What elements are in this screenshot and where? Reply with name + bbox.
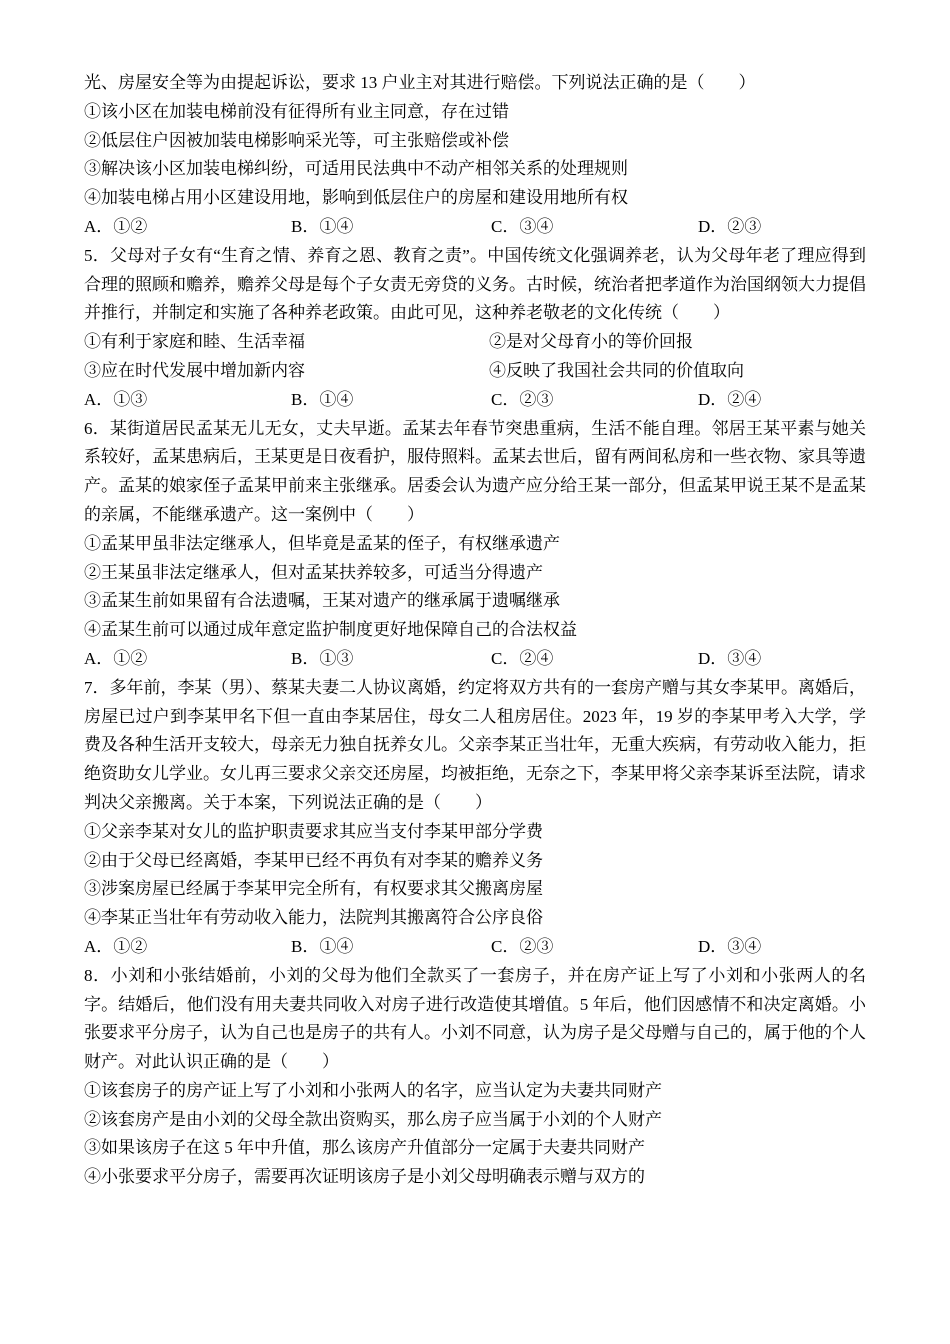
question-stem: 7．多年前，李某（男）、蔡某夫妻二人协议离婚，约定将双方共有的一套房产赠与其女李某甲。离婚后，房屋已过户到李某甲名下但一直由李某居住，母女二人租房居住。2023 年，19 岁的李某甲考入大学，学费及各种生活开支较大，母亲无力独自抚养女儿。父亲李某正当壮年，无重大疾病，有劳动收入能力，拒绝资助女儿学业。女儿再三要求父亲交还房屋，均被拒绝，无奈之下，李某甲将父亲李某诉至法院，请求判决父亲搬离。关于本案，下列说法正确的是（ ） [84,677,866,812]
answer-choice: D．②④ [698,389,762,409]
statement-item: ①父亲李某对女儿的监护职责要求其应当支付李某甲部分学费 [84,821,543,841]
statement-item: ④反映了我国社会共同的价值取向 [489,360,744,380]
statement-pair-row [84,357,866,386]
statement-item: ③如果该房子在这 5 年中升值，那么该房产升值部分一定属于夫妻共同财产 [84,1138,645,1158]
statement-item: ②是对父母育小的等价回报 [489,332,693,352]
answer-choice: D．③④ [698,936,762,956]
statement-item: ②由于父母已经离婚，李某甲已经不再负有对李某的赡养义务 [84,850,543,870]
answer-choice: D．②③ [698,216,762,236]
answer-choice: C．③④ [491,216,554,236]
statement-item: ③解决该小区加装电梯纠纷，可适用民法典中不动产相邻关系的处理规则 [84,159,628,179]
answer-choice: A．①② [84,936,148,956]
statement-item: ①该套房子的房产证上写了小刘和小张两人的名字，应当认定为夫妻共同财产 [84,1080,662,1100]
exam-page-content [84,69,866,1192]
statement-pair-row [84,328,866,357]
answer-choice: B．①④ [291,936,354,956]
answer-choice: D．③④ [698,648,762,668]
question-stem: 光、房屋安全等为由提起诉讼，要求 13 户业主对其进行赔偿。下列说法正确的是（ ） [84,73,756,92]
answer-choices-row [84,386,866,415]
answer-choices-row [84,645,866,674]
statement-item: ③孟某生前如果留有合法遗嘱，王某对遗产的继承属于遗嘱继承 [84,591,560,611]
answer-choice: B．①③ [291,648,354,668]
statement-item: ②王某虽非法定继承人，但对孟某扶养较多，可适当分得遗产 [84,562,543,582]
answer-choices-row [84,933,866,962]
statement-item: ④李某正当壮年有劳动收入能力，法院判其搬离符合公序良俗 [84,908,543,928]
statement-item: ③涉案房屋已经属于李某甲完全所有，有权要求其父搬离房屋 [84,879,543,899]
statement-item: ②低层住户因被加装电梯影响采光等，可主张赔偿或补偿 [84,130,509,150]
question-stem: 5．父母对子女有“生育之情、养育之恩、教育之责”。中国传统文化强调养老，认为父母年老了理应得到合理的照顾和赡养，赡养父母是每个子女责无旁贷的义务。古时候，统治者把孝道作为治国纲领大力提倡并推行，并制定和实施了各种养老政策。由此可见，这种养老敬老的文化传统（ ） [84,245,866,323]
question-stem: 6．某街道居民孟某无儿无女，丈夫早逝。孟某去年春节突患重病，生活不能自理。邻居王某平素与她关系较好，孟某患病后，王某更是日夜看护，服侍照料。孟某去世后，留有两间私房和一些衣物、家具等遗产。孟某的娘家侄子孟某甲前来主张继承。居委会认为遗产应分给王某一部分，但孟某甲说王某不是孟某的亲属，不能继承遗产。这一案例中（ ） [84,418,866,524]
answer-choice: B．①④ [291,216,354,236]
answer-choice: A．①② [84,648,148,668]
answer-choice: C．②③ [491,936,554,956]
answer-choice: B．①④ [291,389,354,409]
statement-item: ②该套房产是由小刘的父母全款出资购买，那么房子应当属于小刘的个人财产 [84,1109,662,1129]
statement-item: ①该小区在加装电梯前没有征得所有业主同意，存在过错 [84,101,509,121]
answer-choice: C．②④ [491,648,554,668]
answer-choice: C．②③ [491,389,554,409]
statement-item: ④小张要求平分房子，需要再次证明该房子是小刘父母明确表示赠与双方的 [84,1167,645,1187]
question-stem: 8．小刘和小张结婚前，小刘的父母为他们全款买了一套房子，并在房产证上写了小刘和小张两人的名字。结婚后，他们没有用夫妻共同收入对房子进行改造使其增值。5 年后，他们因感情不和决定离婚。小张要求平分房子，认为自己也是房子的共有人。小刘不同意，认为房子是父母赠与自己的，属于他的个人财产。对此认识正确的是（ ） [84,965,866,1072]
statement-item: ④孟某生前可以通过成年意定监护制度更好地保障自己的合法权益 [84,620,577,640]
answer-choices-row [84,213,866,242]
statement-item: ③应在时代发展中增加新内容 [84,360,305,380]
statement-item: ①有利于家庭和睦、生活幸福 [84,332,305,352]
statement-item: ①孟某甲虽非法定继承人，但毕竟是孟某的侄子，有权继承遗产 [84,533,560,553]
answer-choice: A．①③ [84,389,148,409]
answer-choice: A．①② [84,216,148,236]
statement-item: ④加装电梯占用小区建设用地，影响到低层住户的房屋和建设用地所有权 [84,188,628,208]
